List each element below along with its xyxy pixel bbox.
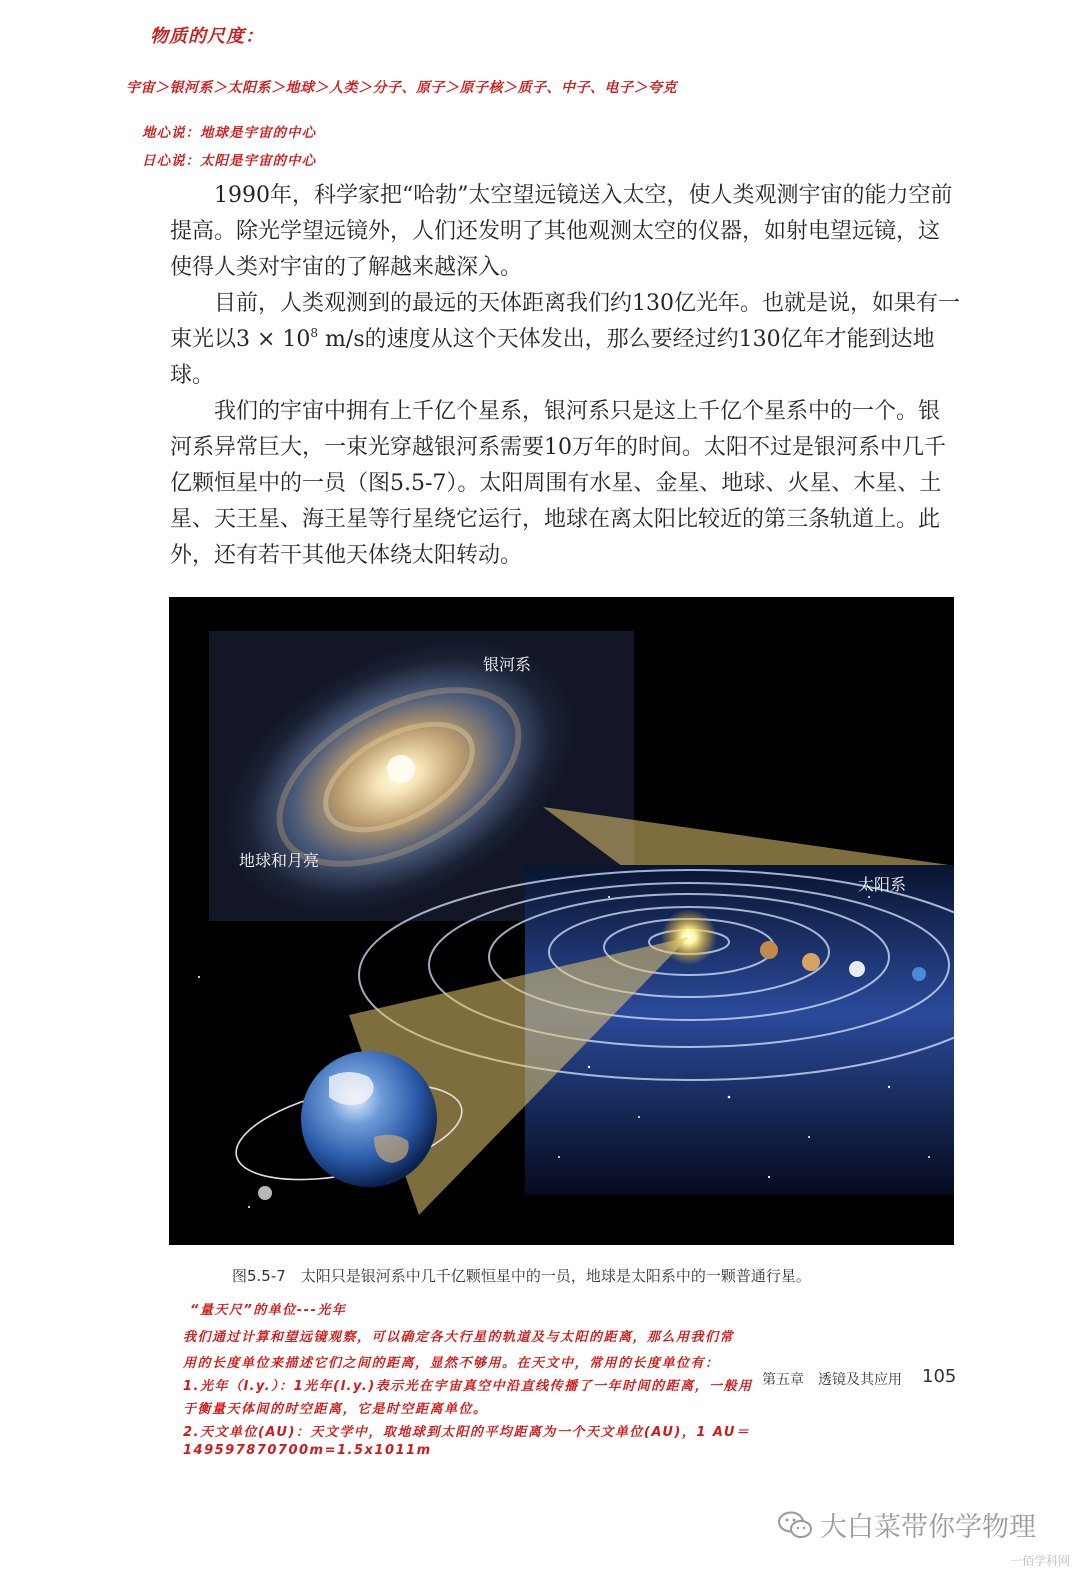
handwritten-line-4: 于衡量天体间的时空距离，它是时空距离单位。 — [183, 1402, 488, 1417]
handwritten-line-6: 149597870700m=1.5x1011m — [183, 1443, 432, 1458]
earth — [301, 1051, 437, 1187]
label-galaxy: 银河系 — [483, 655, 532, 674]
galaxy-core — [387, 755, 415, 783]
label-earth-moon: 地球和月亮 — [239, 851, 320, 870]
planet-neptune — [912, 967, 926, 981]
page-number: 105 — [922, 1366, 957, 1387]
planet-uranus — [849, 961, 865, 977]
wechat-icon — [778, 1511, 812, 1539]
handwritten-line-5: 2.天文单位(AU)：天文学中，取地球到太阳的平均距离为一个天文单位(AU)，1 AU＝ — [183, 1425, 751, 1440]
site-watermark: 一佰学科网 — [1010, 1554, 1071, 1568]
watermark-text: 大白菜带你学物理 — [820, 1512, 1036, 1543]
handwritten-line-2: 用的长度单位来描述它们之间的距离，显然不够用。在天文中，常用的长度单位有： — [183, 1356, 720, 1371]
p2-exponent: 8 — [310, 326, 319, 340]
handwritten-heading-lightyear: “量天尺”的单位---光年 — [190, 1303, 347, 1318]
handwritten-note-scale-order: 宇宙＞银河系＞太阳系＞地球＞人类＞分子、原子＞原子核＞质子、中子、电子＞夸克 — [126, 80, 677, 96]
paragraph-galaxies: 我们的宇宙中拥有上千亿个星系，银河系只是这上千亿个星系中的一个。银河系异常巨大，一束光穿越银河系需要10万年的时间。太阳不过是银河系中几千亿颗恒星中的一员（图5.5-7）。太阳周围有水星、金星、地球、火星、木星、土星、天王星、海王星等行星绕它运行，地球在离太阳比较近的第三条轨道上。此外，还有若干其他天体绕太阳转动。 — [170, 399, 946, 568]
paragraph-farthest-object — [170, 286, 960, 394]
figure-universe-scale — [169, 597, 954, 1245]
handwritten-note-title: 物质的尺度： — [150, 26, 264, 47]
label-solar-system: 太阳系 — [858, 875, 907, 894]
figure-illustration — [169, 597, 954, 1245]
wechat-watermark — [778, 1505, 1036, 1544]
footer-chapter: 第五章 透镜及其应用 — [762, 1372, 902, 1388]
planet-jupiter — [760, 941, 778, 959]
p2-text-before: 目前，人类观测到的最远的天体距离我们约130亿光年。也就是说，如果有一束光以3 × 10 — [170, 291, 960, 352]
handwritten-line-3: 1.光年（l.y.）：1光年(l.y.)表示光在宇宙真空中沿直线传播了一年时间的距离，一般用 — [183, 1379, 753, 1394]
planet-saturn — [802, 953, 820, 971]
figure-caption: 图5.5-7 太阳只是银河系中几千亿颗恒星中的一员，地球是太阳系中的一颗普通行星。 — [232, 1267, 811, 1285]
handwritten-line-1: 我们通过计算和望远镜观察，可以确定各大行星的轨道及与太阳的距离，那么用我们常 — [183, 1330, 735, 1345]
moon — [258, 1186, 272, 1200]
handwritten-note-geocentric: 地心说：地球是宇宙的中心 — [142, 125, 316, 141]
handwritten-note-heliocentric: 日心说：太阳是宇宙的中心 — [142, 153, 316, 169]
paragraph-hubble: 1990年，科学家把“哈勃”太空望远镜送入太空，使人类观测宇宙的能力空前提高。除光学望远镜外，人们还发明了其他观测太空的仪器，如射电望远镜，这使得人类对宇宙的了解越来越深入。 — [170, 183, 953, 280]
p2-text-after: m/s的速度从这个天体发出，那么要经过约130亿年才能到达地球。 — [170, 327, 935, 388]
